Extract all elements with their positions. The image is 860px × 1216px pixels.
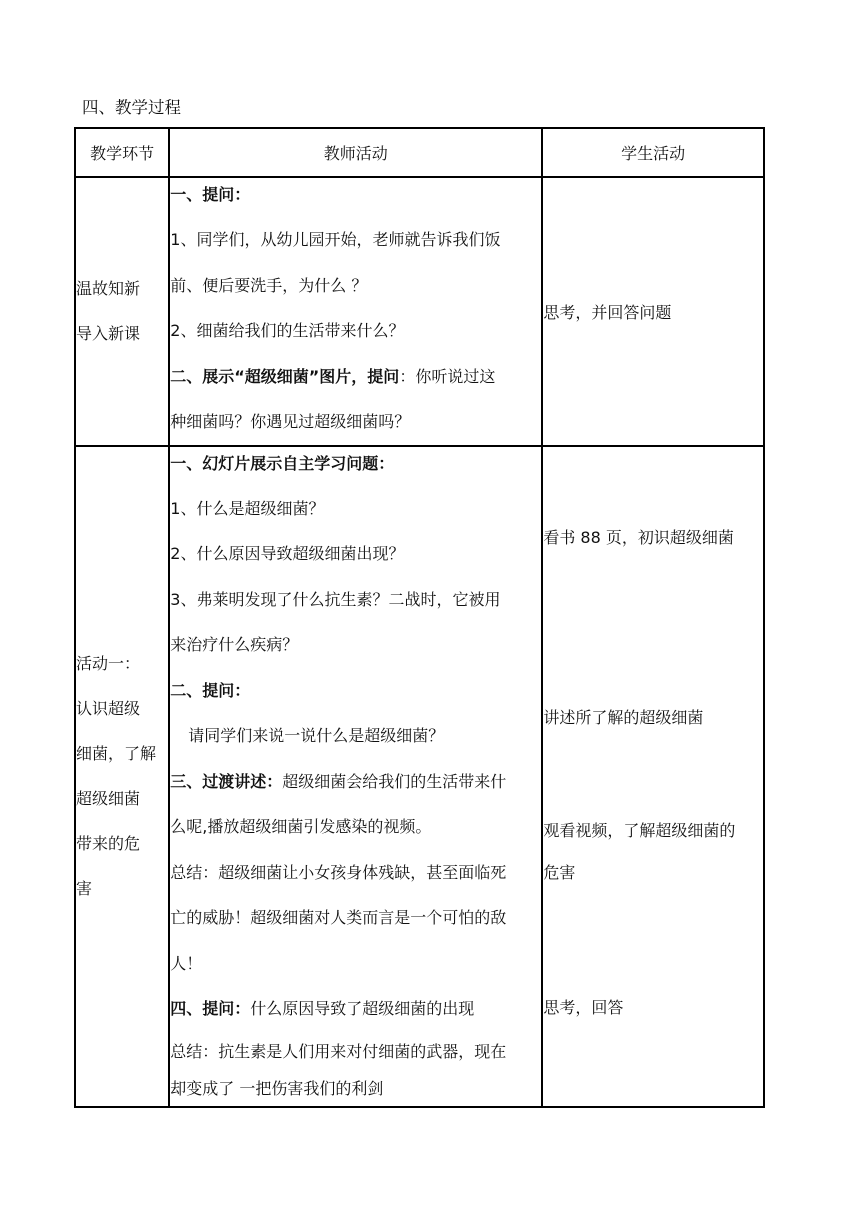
- teacher-activity-cell: [169, 446, 542, 1107]
- student-activity-cell: [542, 177, 764, 446]
- stage-line: 害: [76, 879, 93, 898]
- text-line: 请同学们来说一说什么是超级细菌？: [188, 726, 445, 745]
- text-line: 二、展示“超级细菌”图片，提问：你听说过这: [170, 366, 496, 386]
- text-line: 么呢,播放超级细菌引发感染的视频。: [170, 817, 432, 836]
- text-line: 一、提问：: [170, 185, 251, 204]
- stage-line: 认识超级: [76, 699, 141, 718]
- table-row: [75, 177, 764, 446]
- text-line: 思考，并回答问题: [543, 302, 672, 322]
- text-line: 人！: [170, 953, 203, 973]
- section-title: 四、教学过程: [82, 98, 181, 117]
- teacher-activity-cell: [169, 177, 542, 446]
- stage-cell: [75, 177, 169, 446]
- text-line: 总结：超级细菌让小女孩身体残缺，甚至面临死: [170, 862, 507, 882]
- stage-line: 导入新课: [76, 324, 141, 344]
- header-teacher-activity: 教师活动: [169, 128, 542, 177]
- text-line: 1、同学们，从幼儿园开始，老师就告诉我们饭: [170, 230, 501, 249]
- text-line: 3、弗莱明发现了什么抗生素？二战时，它被用: [170, 589, 501, 609]
- text-line: 三、过渡讲述：超级细菌会给我们的生活带来什: [170, 771, 507, 791]
- text-line: 来治疗什么疾病？: [170, 635, 299, 654]
- stage-line: 超级细菌: [76, 789, 141, 808]
- student-activity-cell: [542, 446, 764, 1107]
- stage-line: 活动一：: [76, 654, 141, 673]
- text-line: 讲述所了解的超级细菌: [543, 708, 704, 727]
- text-line: 四、提问：什么原因导致了超级细菌的出现: [170, 999, 475, 1018]
- text-line: 观看视频，了解超级细菌的: [543, 820, 736, 840]
- header-stage: 教学环节: [75, 128, 169, 177]
- stage-cell: [75, 446, 169, 1107]
- text-line: 思考，回答: [543, 998, 624, 1017]
- text-line: 却变成了 一把伤害我们的利剑: [170, 1078, 384, 1098]
- teaching-process-table: [74, 127, 765, 1108]
- stage-line: 带来的危: [76, 834, 141, 853]
- text-line: 种细菌吗？你遇见过超级细菌吗？: [170, 412, 411, 431]
- text-line: 2、什么原因导致超级细菌出现？: [170, 544, 405, 563]
- text-line: 前、便后要洗手，为什么 ？: [170, 275, 368, 295]
- text-line: 2、细菌给我们的生活带来什么？: [170, 321, 405, 340]
- text-line: 亡的威胁！超级细菌对人类而言是一个可怕的敌: [170, 908, 507, 927]
- table-row: [75, 446, 764, 1107]
- text-line: 总结：抗生素是人们用来对付细菌的武器，现在: [170, 1041, 507, 1061]
- header-student-activity: 学生活动: [542, 128, 764, 177]
- text-line: 一、幻灯片展示自主学习问题：: [170, 453, 395, 473]
- stage-line: 细菌，了解: [76, 744, 157, 763]
- text-line: 二、提问：: [170, 680, 251, 700]
- table-header-row: [75, 128, 764, 177]
- text-line: 危害: [543, 863, 576, 882]
- stage-line: 温故知新: [76, 279, 141, 299]
- text-line: 1、什么是超级细菌？: [170, 498, 325, 518]
- text-line: 看书 88 页，初识超级细菌: [543, 527, 734, 547]
